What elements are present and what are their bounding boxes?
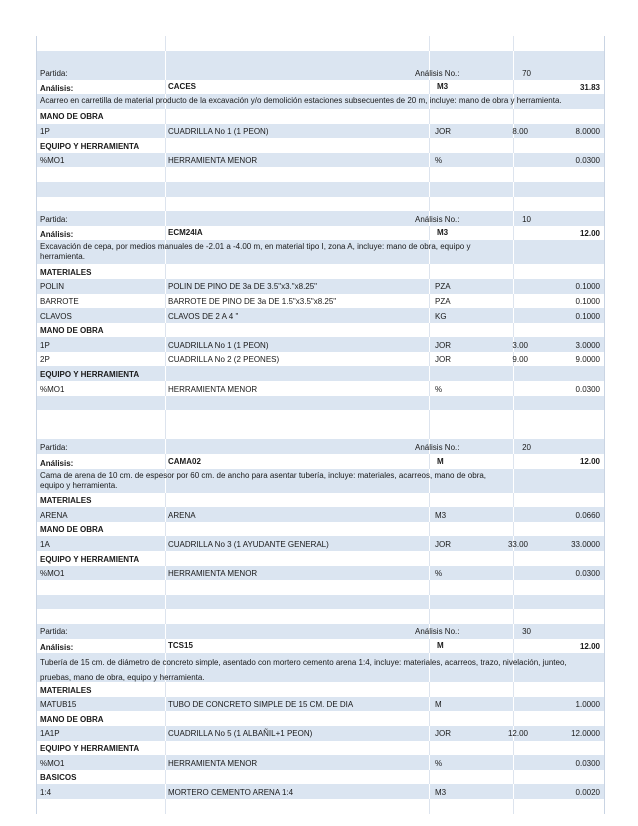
spacer-row [36,425,605,440]
column-separator [429,182,430,197]
description-row [36,94,605,109]
item-unit: % [435,156,443,166]
item-key: %MO1 [40,569,65,579]
item-amount: 0.0300 [575,384,600,394]
item-unit: M3 [435,787,447,797]
spacer-row [36,580,605,595]
column-separator [429,507,430,522]
column-separator [429,323,430,338]
column-separator [513,80,514,95]
column-separator [513,226,514,241]
item-quantity: 9.00 [512,355,528,365]
column-separator [165,80,166,95]
column-separator [165,381,166,396]
column-separator [429,197,430,212]
section-title: EQUIPO Y HERRAMIENTA [40,554,140,564]
item-description: CLAVOS DE 2 A 4 " [168,311,239,321]
section-title: EQUIPO Y HERRAMIENTA [40,141,140,151]
column-separator [513,595,514,610]
spacer-row [36,799,605,814]
column-separator [165,454,166,469]
item-amount: 0.1000 [575,297,600,306]
item-row [36,337,605,352]
item-description: CUADRILLA No 1 (1 PEON) [168,340,269,350]
column-separator [165,682,166,697]
column-separator [513,799,514,814]
column-separator [429,536,430,551]
column-separator [513,381,514,396]
column-separator [513,697,514,712]
item-description: CUADRILLA No 1 (1 PEON) [168,127,269,137]
item-amount: 1.0000 [575,700,600,710]
item-row [36,381,605,396]
item-unit: % [435,384,443,394]
item-unit: M [435,700,442,710]
column-separator [429,109,430,124]
column-separator [513,410,514,425]
column-separator [165,279,166,294]
column-separator [429,264,430,279]
column-separator [165,425,166,440]
column-separator [165,65,166,80]
column-separator [429,609,430,624]
column-separator [513,566,514,581]
item-quantity: 3.00 [512,340,528,350]
item-key: 1P [40,127,50,137]
item-description: HERRAMIENTA MENOR [168,384,258,394]
analysis-description: Acarreo en carretilla de material producto de la excavación y/o demolición estaciones subsecuentes de 20 m, incluye: mano de obra y herramienta. [40,96,562,106]
analysis-row [36,454,605,469]
item-unit: PZA [435,297,451,306]
section-title: MANO DE OBRA [40,525,104,535]
column-separator [513,36,514,51]
analysis-number: 20 [522,442,531,452]
section-header-row [36,493,605,508]
column-separator [429,595,430,610]
item-description: CUADRILLA No 3 (1 AYUDANTE GENERAL) [168,539,329,549]
item-amount: 0.0300 [575,569,600,579]
column-separator [165,639,166,654]
analysis-number: 70 [522,68,531,78]
column-separator [513,507,514,522]
item-amount: 33.0000 [571,539,600,549]
item-row [36,507,605,522]
column-separator [429,381,430,396]
item-quantity: 12.00 [507,729,528,739]
column-separator [429,566,430,581]
item-amount: 0.0300 [575,758,600,768]
item-description: HERRAMIENTA MENOR [168,156,258,166]
item-key: 2P [40,355,50,365]
analysis-total: 12.00 [579,228,600,238]
item-row [36,352,605,367]
column-separator [513,755,514,770]
item-key: BARROTE [40,297,79,306]
column-separator [513,639,514,654]
column-separator [165,741,166,756]
item-amount: 0.1000 [575,311,600,321]
partida-label: Partida: [40,214,68,224]
item-description: HERRAMIENTA MENOR [168,758,258,768]
item-amount: 8.0000 [575,127,600,137]
analysis-label: Análisis: [40,458,74,468]
analysis-unit: M [437,641,444,651]
analysis-unit: M3 [437,228,449,238]
column-separator [513,711,514,726]
item-key: 1A [40,539,50,549]
column-separator [165,337,166,352]
column-separator [429,454,430,469]
section-header-row [36,323,605,338]
partida-row [36,439,605,454]
item-key: POLIN [40,282,65,292]
column-separator [429,153,430,168]
column-separator [513,51,514,66]
column-separator [165,624,166,639]
column-separator [429,697,430,712]
item-unit: JOR [435,355,451,365]
item-description: HERRAMIENTA MENOR [168,569,258,579]
analysis-label: Análisis: [40,230,74,240]
partida-label: Partida: [40,68,68,78]
column-separator [165,264,166,279]
item-description: TUBO DE CONCRETO SIMPLE DE 15 CM. DE DIA [168,700,354,710]
column-separator [513,308,514,323]
column-separator [429,493,430,508]
column-separator [513,264,514,279]
partida-row [36,211,605,226]
column-separator [429,726,430,741]
column-separator [429,51,430,66]
column-separator [165,352,166,367]
section-title: MANO DE OBRA [40,326,104,336]
analysis-code: CACES [168,82,197,92]
spacer-row [36,595,605,610]
analysis-number: 30 [522,627,531,637]
item-row [36,294,605,309]
column-separator [513,551,514,566]
column-separator [165,410,166,425]
item-key: %MO1 [40,758,65,768]
section-title: MANO DE OBRA [40,714,104,724]
item-row [36,697,605,712]
column-separator [513,454,514,469]
column-separator [429,308,430,323]
description-row [36,653,605,682]
column-separator [165,439,166,454]
column-separator [165,109,166,124]
analysis-row [36,226,605,241]
item-description: MORTERO CEMENTO ARENA 1:4 [168,787,294,797]
partida-row [36,624,605,639]
section-title: MATERIALES [40,267,92,277]
section-title: MATERIALES [40,496,92,506]
column-separator [429,770,430,785]
item-key: 1A1P [40,729,60,739]
column-separator [165,522,166,537]
column-separator [513,294,514,309]
column-separator [165,323,166,338]
analysis-sheet [36,36,605,814]
item-unit: JOR [435,340,451,350]
column-separator [165,153,166,168]
item-description: POLIN DE PINO DE 3a DE 3.5"x3."x8.25" [168,282,318,292]
section-header-row [36,682,605,697]
section-header-row [36,109,605,124]
item-unit: % [435,758,443,768]
column-separator [429,294,430,309]
analysis-number-label: Análisis No.: [415,442,460,452]
column-separator [429,337,430,352]
item-unit: JOR [435,729,451,739]
column-separator [429,366,430,381]
column-separator [165,726,166,741]
analysis-number-label: Análisis No.: [415,214,460,224]
column-separator [165,697,166,712]
column-separator [165,167,166,182]
item-key: %MO1 [40,384,65,394]
column-separator [513,153,514,168]
item-unit: JOR [435,539,451,549]
column-separator [513,167,514,182]
analysis-code: CAMA02 [168,456,201,466]
analysis-total: 31.83 [579,82,600,92]
column-separator [165,396,166,411]
item-amount: 12.0000 [571,729,600,739]
column-separator [165,755,166,770]
column-separator [513,493,514,508]
column-separator [513,784,514,799]
column-separator [429,425,430,440]
column-separator [513,741,514,756]
section-header-row [36,264,605,279]
item-description: ARENA [168,510,196,520]
column-separator [165,536,166,551]
column-separator [429,799,430,814]
item-key: MATUB15 [40,700,77,710]
section-title: MANO DE OBRA [40,112,104,122]
column-separator [513,279,514,294]
item-amount: 9.0000 [575,355,600,365]
description-row [36,240,605,264]
column-separator [165,595,166,610]
column-separator [165,551,166,566]
column-separator [429,396,430,411]
item-amount: 0.0660 [575,510,600,520]
spacer-row [36,51,605,66]
column-separator [165,51,166,66]
column-separator [165,580,166,595]
column-separator [513,609,514,624]
section-title: MATERIALES [40,685,92,695]
column-separator [165,294,166,309]
column-separator [165,493,166,508]
column-separator [429,580,430,595]
column-separator [513,240,514,264]
column-separator [513,682,514,697]
item-key: %MO1 [40,156,65,166]
section-header-row [36,770,605,785]
spacer-row [36,609,605,624]
item-key: 1P [40,340,50,350]
analysis-row [36,639,605,654]
column-separator [429,639,430,654]
column-separator [165,609,166,624]
item-row [36,279,605,294]
column-separator [513,323,514,338]
column-separator [429,522,430,537]
column-separator [513,580,514,595]
column-separator [513,396,514,411]
column-separator [165,784,166,799]
column-separator [513,366,514,381]
analysis-total: 12.00 [579,641,600,651]
partida-row [36,65,605,80]
item-amount: 0.1000 [575,282,600,292]
item-row [36,784,605,799]
analysis-code: ECM24IA [168,228,203,238]
section-header-row [36,711,605,726]
column-separator [429,711,430,726]
column-separator [165,211,166,226]
analysis-label: Análisis: [40,84,74,94]
item-unit: JOR [435,127,451,137]
item-description: BARROTE DE PINO DE 3a DE 1.5"x3.5"x8.25" [168,297,337,306]
column-separator [429,124,430,139]
item-row [36,536,605,551]
item-amount: 0.0300 [575,156,600,166]
column-separator [513,770,514,785]
analysis-row [36,80,605,95]
analysis-label: Análisis: [40,643,74,653]
analysis-number-label: Análisis No.: [415,68,460,78]
spacer-row [36,36,605,51]
item-key: ARENA [40,510,68,520]
column-separator [165,308,166,323]
column-separator [165,36,166,51]
spacer-row [36,396,605,411]
column-separator [165,366,166,381]
column-separator [165,711,166,726]
column-separator [165,226,166,241]
column-separator [513,138,514,153]
column-separator [165,799,166,814]
column-separator [165,507,166,522]
column-separator [429,352,430,367]
column-separator [429,784,430,799]
item-key: CLAVOS [40,311,72,321]
column-separator [429,167,430,182]
column-separator [429,551,430,566]
analysis-total: 12.00 [579,457,600,467]
analysis-unit: M3 [437,82,449,92]
column-separator [429,682,430,697]
column-separator [513,197,514,212]
column-separator [429,755,430,770]
column-separator [513,182,514,197]
column-separator [513,109,514,124]
section-header-row [36,138,605,153]
analysis-description: Cama de arena de 10 cm. de espesor por 60 cm. de ancho para asentar tubería, incluye: materiales, acarreos, mano de obra, equipo y herramienta. [40,470,487,490]
item-unit: M3 [435,510,447,520]
column-separator [513,425,514,440]
item-row [36,153,605,168]
section-header-row [36,551,605,566]
item-row [36,124,605,139]
section-title: EQUIPO Y HERRAMIENTA [40,369,140,379]
column-separator [165,770,166,785]
item-description: CUADRILLA No 5 (1 ALBAÑIL+1 PEON) [168,729,313,739]
item-amount: 0.0020 [575,787,600,797]
spacer-row [36,167,605,182]
spacer-row [36,182,605,197]
item-unit: PZA [435,282,451,292]
column-separator [165,197,166,212]
analysis-description: Excavación de cepa, por medios manuales de -2.01 a -4.00 m, en material tipo I, zona A, incluye: mano de obra, equipo y herramienta. [40,242,471,262]
item-key: 1:4 [40,787,52,797]
spacer-row [36,410,605,425]
section-header-row [36,522,605,537]
column-separator [429,279,430,294]
section-header-row [36,741,605,756]
item-unit: KG [435,311,447,321]
item-row [36,308,605,323]
analysis-unit: M [437,456,444,466]
column-separator [513,522,514,537]
item-amount: 3.0000 [575,340,600,350]
column-separator [165,566,166,581]
item-row [36,755,605,770]
item-row [36,566,605,581]
item-description: CUADRILLA No 2 (2 PEONES) [168,355,280,365]
column-separator [513,469,514,493]
item-row [36,726,605,741]
spacer-row [36,197,605,212]
column-separator [429,36,430,51]
column-separator [165,124,166,139]
analysis-description: Tubería de 15 cm. de diámetro de concreto simple, asentado con mortero cemento arena 1:4, incluye: materiales, acarreos, trazo, nivelación, junteo, pruebas, mano de obra, equipo y herramienta. [40,658,567,683]
partida-label: Partida: [40,442,68,452]
item-quantity: 8.00 [512,127,528,137]
column-separator [429,410,430,425]
section-title: BASICOS [40,773,77,783]
section-title: EQUIPO Y HERRAMIENTA [40,744,140,754]
column-separator [165,138,166,153]
analysis-number: 10 [522,214,531,224]
analysis-code: TCS15 [168,641,193,651]
analysis-number-label: Análisis No.: [415,627,460,637]
section-header-row [36,366,605,381]
item-unit: % [435,569,443,579]
item-quantity: 33.00 [507,539,528,549]
column-separator [429,80,430,95]
column-separator [165,182,166,197]
description-row [36,469,605,493]
column-separator [429,741,430,756]
column-separator [429,226,430,241]
partida-label: Partida: [40,627,68,637]
column-separator [429,138,430,153]
